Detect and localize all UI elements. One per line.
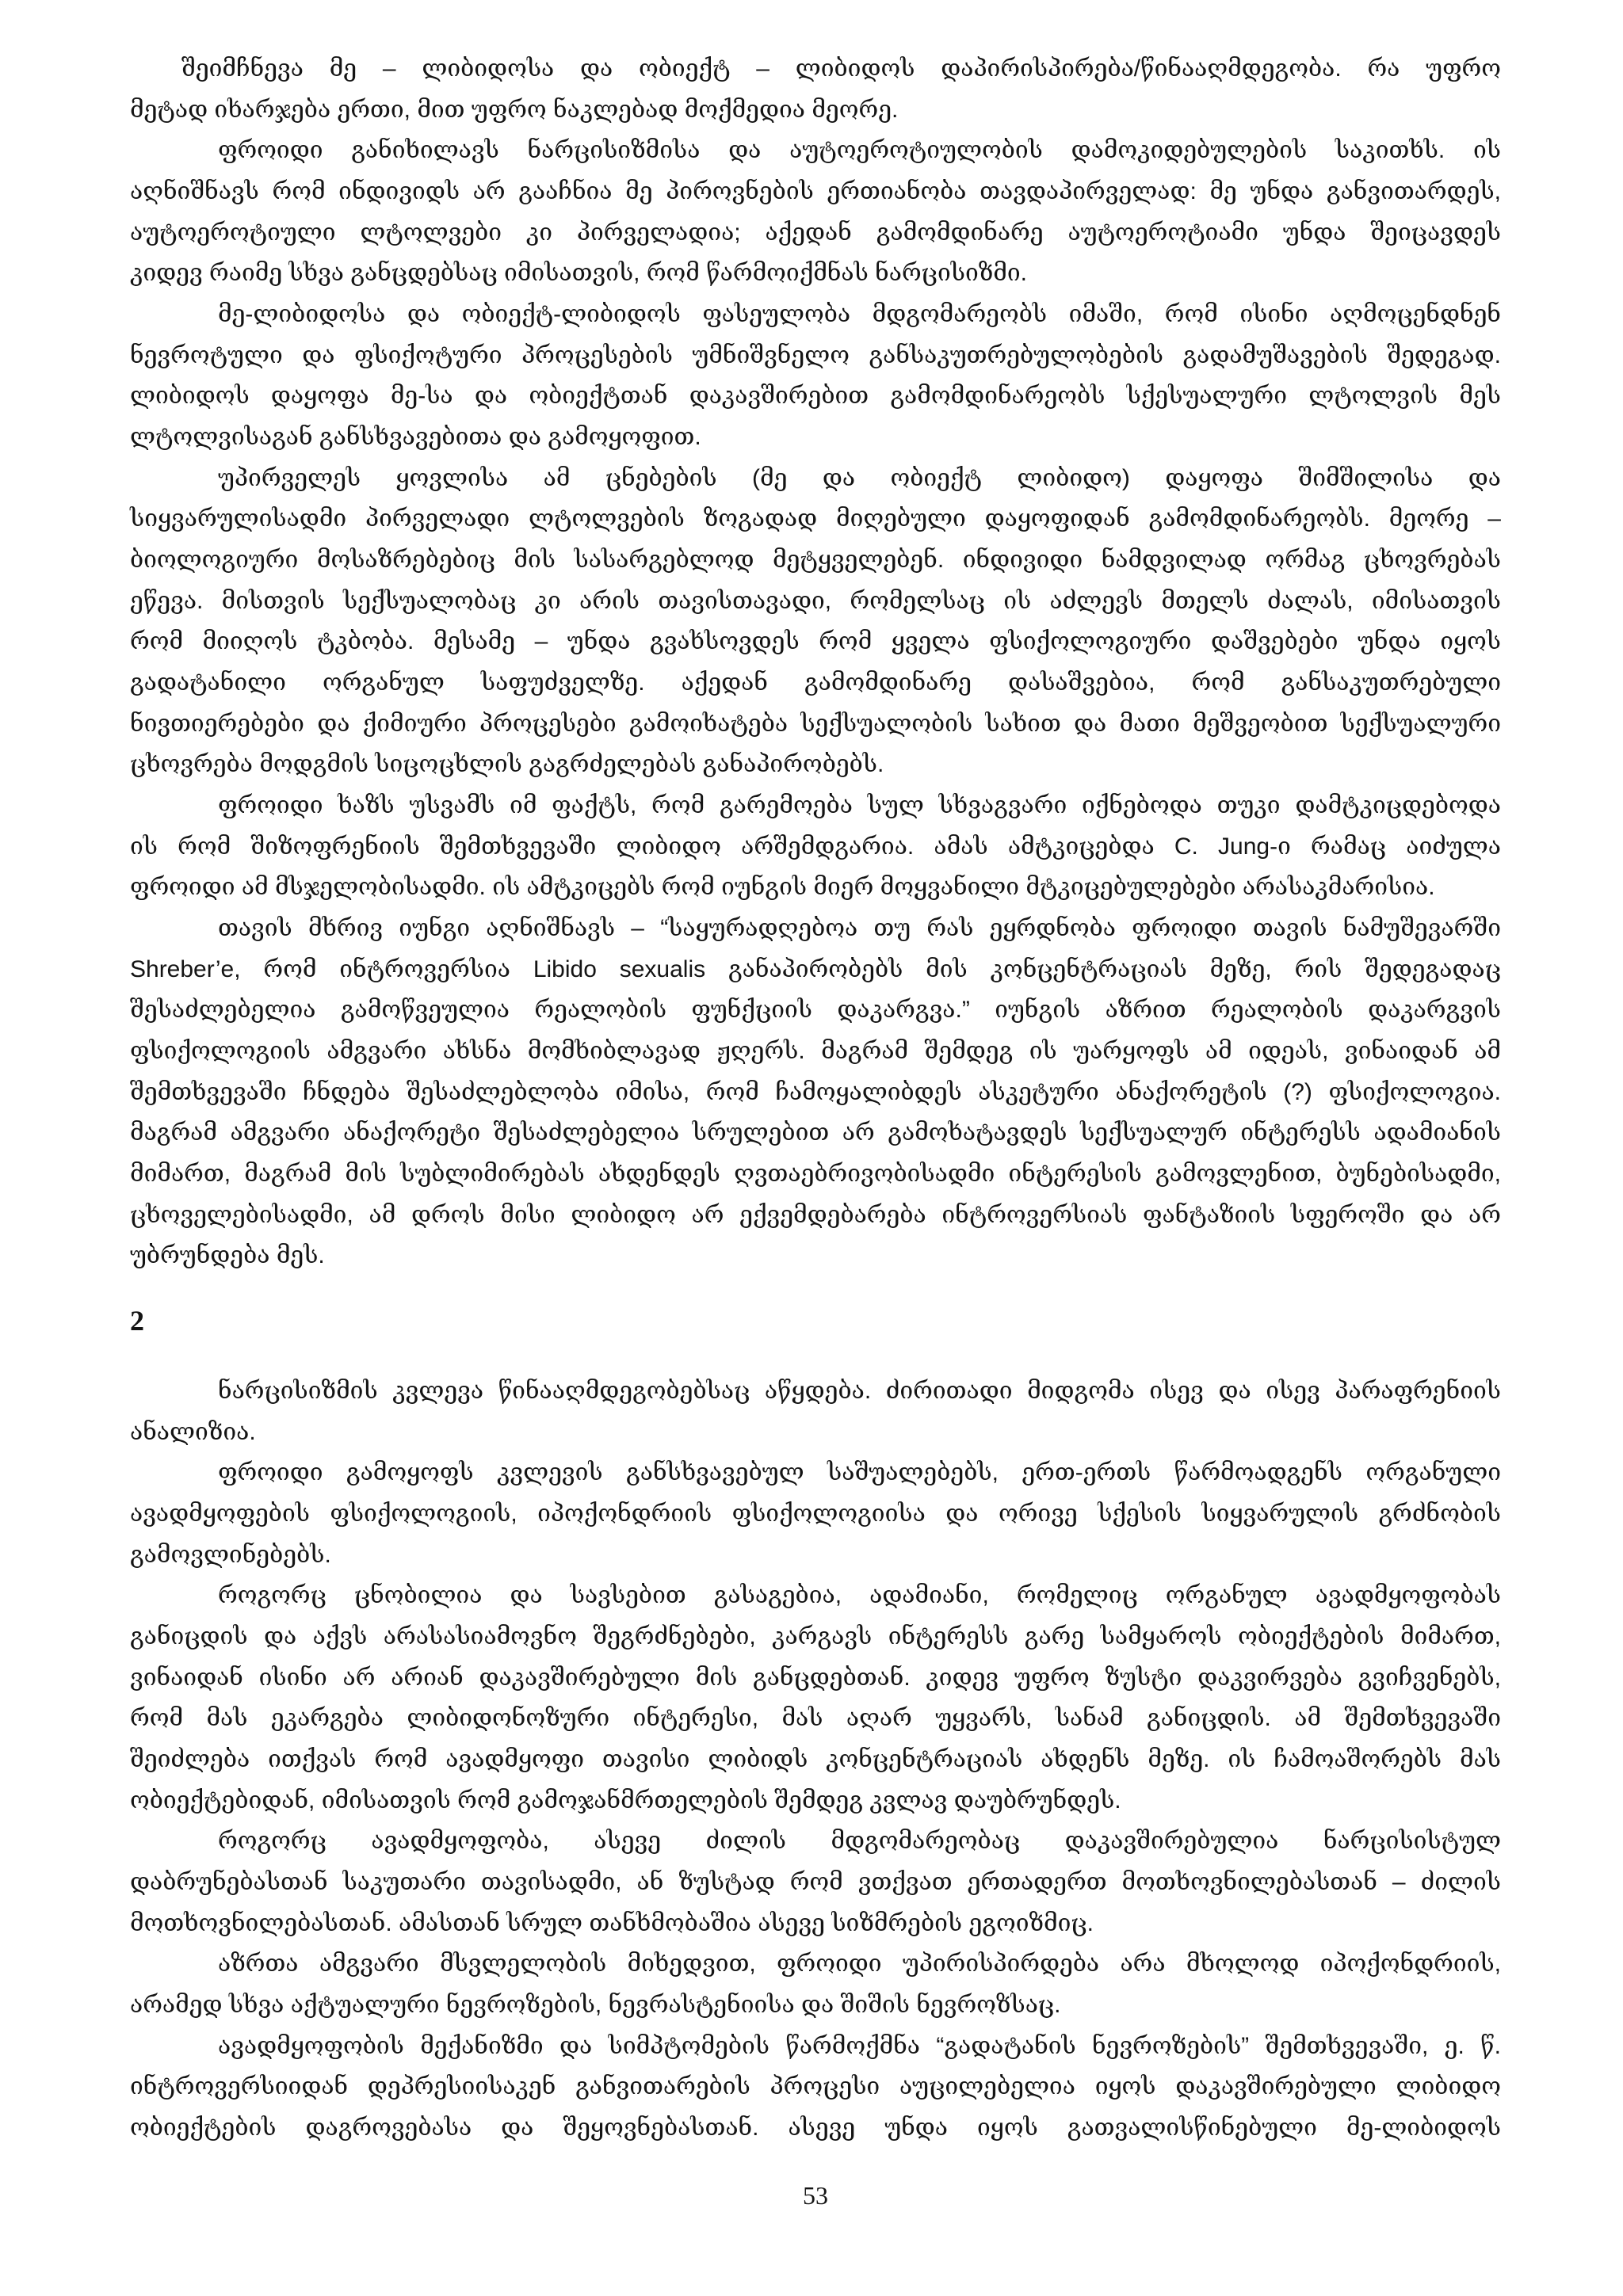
- text-line: ნევროტული და ფსიქოტური პროცესების უმნიშვნელო განსაკუთრებულობების გადამუშავების შედეგად.: [130, 341, 1501, 368]
- paragraph: [130, 294, 1501, 458]
- text-line: ის რომ შიზოფრენიის შემთხვევაში ლიბიდო არშემდგარია. ამას ამტკიცებდა C. Jung-ი რამაც აიძულა: [130, 833, 1501, 860]
- text-line: ლიბიდოს დაყოფა მე-სა და ობიექტთან დაკავშირებით გამომდინარეობს სქესუალური ლტოლვის მეს: [130, 383, 1501, 410]
- text-line: უბრუნდება მეს.: [130, 1242, 325, 1269]
- text-line: როგორც ავადმყოფობა, ასევე ძილის მდგომარეობაც დაკავშირებულია ნარცისისტულ: [218, 1828, 1501, 1855]
- text-line: სიყვარულისადმი პირველადი ლტოლვების ზოგადად მიღებული დაყოფიდან გამომდინარეობს. მეორე –: [130, 505, 1501, 532]
- text-line: ობიექტების დაგროვებასა და შეყოვნებასთან. ასევე უნდა იყოს გათვალისწინებული მე-ლიბიდოს: [130, 2114, 1501, 2141]
- text-line: Shreber’e, რომ ინტროვერსია Libido sexualis განაპირობებს მის კონცენტრაციას მეზე, რის შედეგადაც: [130, 955, 1501, 982]
- text-line: განიცდის და აქვს არასასიამოვნო შეგრძნებები, კარგავს ინტერესს გარე სამყაროს ობიექტების მიმართ,: [130, 1623, 1501, 1650]
- section: [130, 48, 1501, 1276]
- text-line: ცხოველებისადმი, ამ დროს მისი ლიბიდო არ ექვემდებარება ინტროვერსიას ფანტაზიის სფეროში და არ: [130, 1201, 1501, 1228]
- text-line: ნივთიერებები და ქიმიური პროცესები გამოიხატება სექსუალობის სახით და მათი მეშვეობით სექსუალური: [130, 710, 1501, 737]
- text-line: თავის მხრივ იუნგი აღნიშნავს – “საყურადღებოა თუ რას ეყრდნობა ფროიდი თავის ნამუშევარში: [218, 915, 1501, 942]
- text-line: ავადმყოფობის მექანიზმი და სიმპტომების წარმოქმნა “გადატანის ნევროზების” შემთხვევაში, ე. წ.: [218, 2032, 1501, 2059]
- text-line: ვინაიდან ისინი არ არიან დაკავშირებული მის განცდებთან. კიდევ უფრო ზუსტი დაკვირვება გვიჩვენებს,: [130, 1664, 1501, 1691]
- section: [130, 1301, 1501, 2148]
- text-line: როგორც ცნობილია და სავსებით გასაგებია, ადამიანი, რომელიც ორგანულ ავადმყოფობას: [218, 1582, 1501, 1609]
- paragraph: [130, 1575, 1501, 1821]
- text-line: აუტოეროტიული ლტოლვები კი პირველადია; აქედან გამომდინარე აუტოეროტიამი უნდა შეიცავდეს: [130, 219, 1501, 246]
- text-line: არამედ სხვა აქტუალური ნევროზების, ნევრასტენიისა და შიშის ნევროზსაც.: [130, 1991, 1061, 2018]
- text-line: მოთხოვნილებასთან. ამასთან სრულ თანხმობაშია ასევე სიზმრების ეგოიზმიც.: [130, 1909, 1094, 1936]
- text-line: ლტოლვისაგან განსხვავებითა და გამოყოფით.: [130, 424, 701, 451]
- text-line: ცხოვრება მოდგმის სიცოცხლის გაგრძელებას განაპირობებს.: [130, 751, 884, 778]
- text-line: ფროიდი გამოყოფს კვლევის განსხვავებულ საშუალებებს, ერთ-ერთს წარმოადგენს ორგანული: [218, 1459, 1501, 1486]
- text-line: ფროიდი ხაზს უსვამს იმ ფაქტს, რომ გარემოება სულ სხვაგვარი იქნებოდა თუკი დამტკიცდებოდა: [218, 792, 1501, 819]
- text-line: გადატანილი ორგანულ საფუძველზე. აქედან გამომდინარე დასაშვებია, რომ განსაკუთრებული: [130, 669, 1501, 696]
- text-line: გამოვლინებებს.: [130, 1541, 331, 1568]
- text-line: დაბრუნებასთან საკუთარი თავისადმი, ან ზუსტად რომ ვთქვათ ერთადერთ მოთხოვნილებასთან – ძილის: [130, 1868, 1501, 1895]
- paragraph: [130, 1371, 1501, 1452]
- paragraph: [130, 2026, 1501, 2149]
- text-line: ნარცისიზმის კვლევა წინააღმდეგობებსაც აწყდება. ძირითადი მიდგომა ისევ და ისევ პარაფრენიის: [218, 1377, 1501, 1404]
- paragraph: [130, 1452, 1501, 1575]
- text-line: ინტროვერსიიდან დეპრესიისაკენ განვითარების პროცესი აუცილებელია იყოს დაკავშირებული ლიბიდო: [130, 2073, 1501, 2100]
- text-line: ფროიდი ამ მსჯელობისადმი. ის ამტკიცებს რომ იუნგის მიერ მოყვანილი მტკიცებულებები არასაკმარისია.: [130, 874, 1435, 901]
- paragraph: [130, 458, 1501, 785]
- text-line: ფროიდი განიხილავს ნარცისიზმისა და აუტოეროტიულობის დამოკიდებულების საკითხს. ის: [218, 137, 1501, 164]
- text-line: ობიექტებიდან, იმისათვის რომ გამოჯანმრთელების შემდეგ კვლავ დაუბრუნდეს.: [130, 1787, 1121, 1814]
- text-line: შეიმჩნევა მე – ლიბიდოსა და ობიექტ – ლიბიდოს დაპირისპირება/წინააღმდეგობა. რა უფრო: [181, 55, 1501, 82]
- paragraph: [130, 130, 1501, 294]
- text-line: რომ მიიღოს ტკბობა. მესამე – უნდა გვახსოვდეს რომ ყველა ფსიქოლოგიური დაშვებები უნდა იყოს: [130, 628, 1501, 655]
- text-line: შესაძლებელია გამოწვეულია რეალობის ფუნქციის დაკარგვა.” იუნგის აზრით რეალობის დაკარგვის: [130, 997, 1501, 1024]
- paragraph: [130, 785, 1501, 908]
- text-line: ფსიქოლოგიის ამგვარი ახსნა მომხიბლავად ჟღერს. მაგრამ შემდეგ ის უარყოფს ამ იდეას, ვინაიდან ამ: [130, 1038, 1501, 1065]
- paragraph: [130, 1821, 1501, 1943]
- text-line: მე-ლიბიდოსა და ობიექტ-ლიბიდოს ფასეულობა მდგომარეობს იმაში, რომ ისინი აღმოცენდნენ: [218, 301, 1501, 328]
- paragraph: [130, 48, 1501, 130]
- text-line: შეიძლება ითქვას რომ ავადმყოფი თავისი ლიბიდს კონცენტრაციას ახდენს მეზე. ის ჩამოაშორებს მას: [130, 1745, 1501, 1772]
- text-line: კიდევ რაიმე სხვა განცდებსაც იმისათვის, რომ წარმოიქმნას ნარცისიზმი.: [130, 260, 1027, 287]
- text-line: შემთხვევაში ჩნდება შესაძლებლობა იმისა, რომ ჩამოყალიბდეს ასკეტური ანაქორეტის (?) ფსიქოლოგია.: [130, 1078, 1501, 1105]
- text-line: ეწევა. მისთვის სექსუალობაც კი არის თავისთავადი, რომელსაც ის აძლევს მთელს ძალას, იმისათვის: [130, 587, 1501, 614]
- paragraph: [130, 908, 1501, 1276]
- text-line: ავადმყოფების ფსიქოლოგიის, იპოქონდრიის ფსიქოლოგიისა და ორივე სქესის სიყვარულის გრძნობის: [130, 1500, 1501, 1527]
- text-line: აღნიშნავს რომ ინდივიდს არ გააჩნია მე პიროვნების ერთიანობა თავდაპირველად: მე უნდა განვითარდეს,: [130, 178, 1501, 205]
- text-line: ბიოლოგიური მოსაზრებებიც მის სასარგებლოდ მეტყველებენ. ინდივიდი ნამდვილად ორმაგ ცხოვრებას: [130, 547, 1501, 574]
- text-line: მაგრამ ამგვარი ანაქორეტი შესაძლებელია სრულებით არ გამოხატავდეს სექსუალურ ინტერესს ადამიანის: [130, 1119, 1501, 1146]
- paragraph: [130, 1943, 1501, 2025]
- page-number: 53: [803, 2181, 828, 2210]
- text-line: მეტად იხარჯება ერთი, მით უფრო ნაკლებად მოქმედია მეორე.: [130, 96, 899, 123]
- text-line: მიმართ, მაგრამ მის სუბლიმირებას ახდენდეს ღვთაებრივობისადმი ინტერესის გამოვლენით, ბუნებისადმი,: [130, 1161, 1501, 1188]
- text-line: რომ მას ეკარგება ლიბიდონოზური ინტერესი, მას აღარ უყვარს, სანამ განიცდის. ამ შემთხვევაში: [130, 1705, 1501, 1732]
- text-line: უპირველეს ყოვლისა ამ ცნებების (მე და ობიექტ ლიბიდო) დაყოფა შიმშილისა და: [218, 464, 1501, 491]
- document-body: [130, 48, 1501, 2149]
- text-line: ანალიზია.: [130, 1418, 256, 1445]
- section-heading: 2: [130, 1305, 144, 1337]
- text-line: აზრთა ამგვარი მსვლელობის მიხედვით, ფროიდი უპირისპირდება არა მხოლოდ იპოქონდრიის,: [218, 1951, 1501, 1978]
